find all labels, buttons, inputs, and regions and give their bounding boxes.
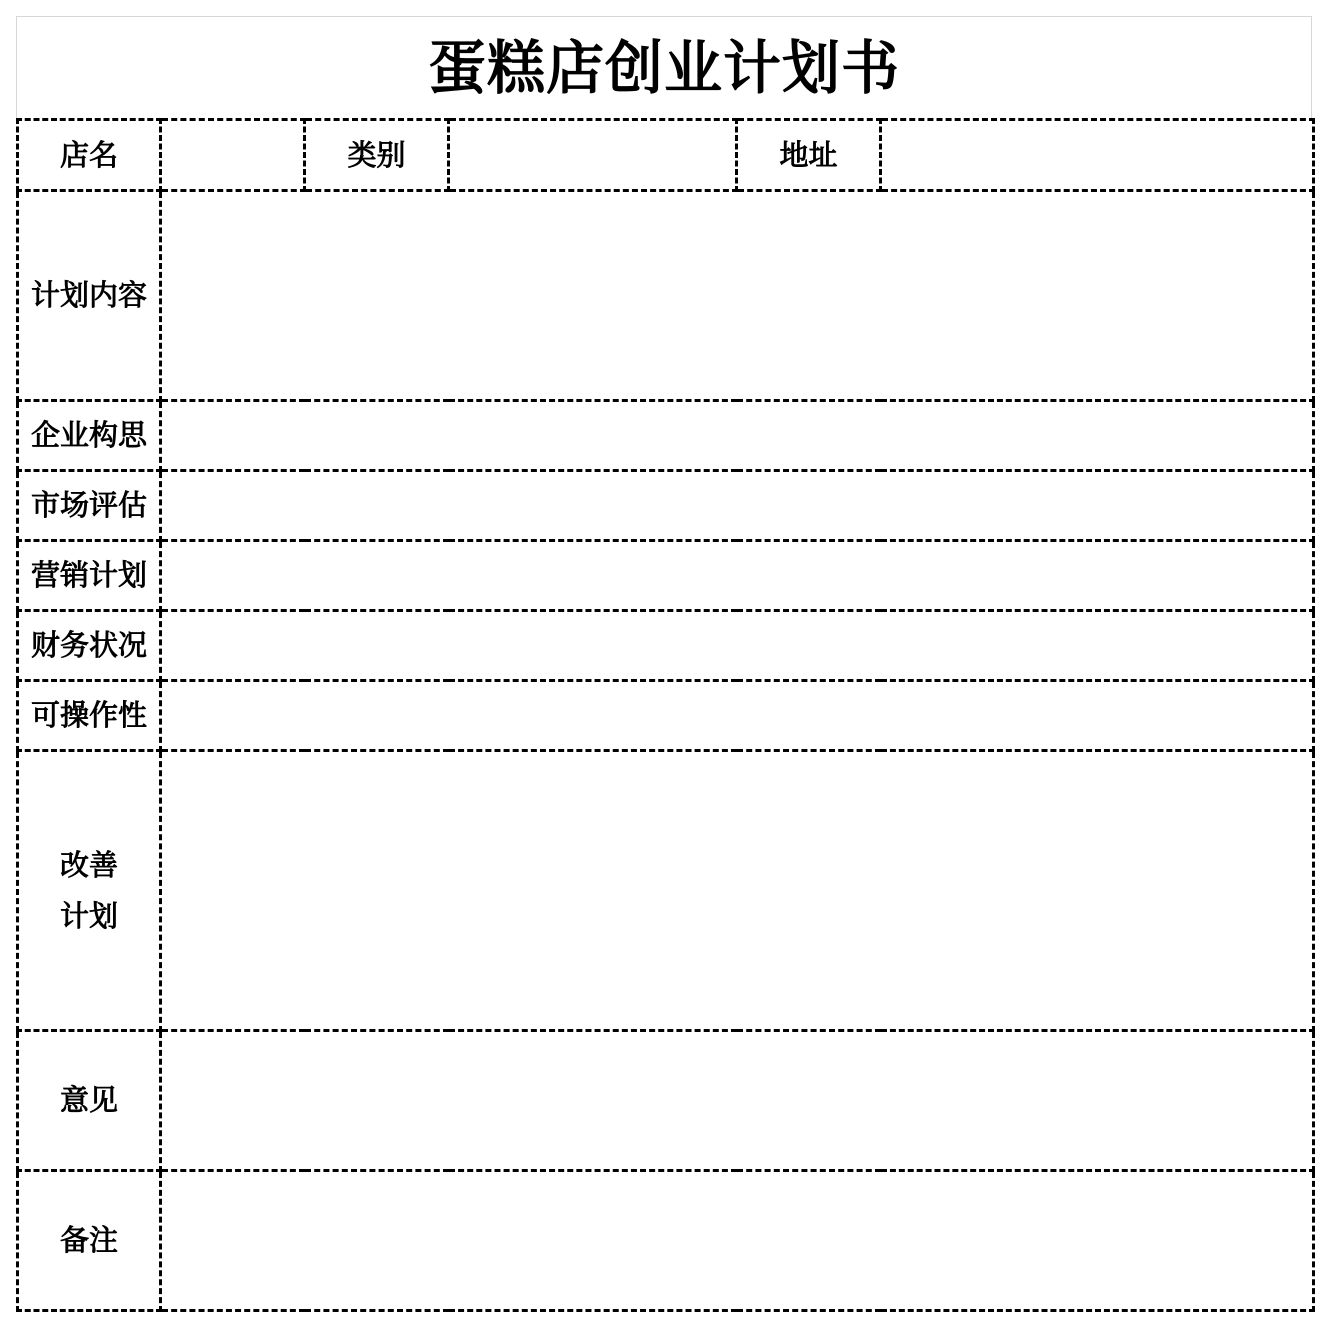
opinion-label: 意见 [18, 1031, 161, 1171]
marketing-plan-cell[interactable] [161, 541, 1314, 611]
plan-content-label: 计划内容 [18, 191, 161, 401]
header-row [18, 120, 1314, 191]
marketing-plan-row [18, 541, 1314, 611]
address-cell[interactable] [881, 120, 1314, 191]
plan-content-row [18, 191, 1314, 401]
remarks-label: 备注 [18, 1171, 161, 1311]
remarks-row [18, 1171, 1314, 1311]
store-name-label: 店名 [18, 120, 161, 191]
business-concept-label: 企业构思 [18, 401, 161, 471]
improvement-plan-label-line2: 计划 [59, 898, 118, 933]
remarks-cell[interactable] [161, 1171, 1314, 1311]
market-assessment-row [18, 471, 1314, 541]
financial-status-row [18, 611, 1314, 681]
improvement-plan-label-line1: 改善 [59, 847, 118, 882]
title-cell [16, 16, 1312, 118]
feasibility-cell[interactable] [161, 681, 1314, 751]
market-assessment-cell[interactable] [161, 471, 1314, 541]
category-label: 类别 [305, 120, 449, 191]
opinion-cell[interactable] [161, 1031, 1314, 1171]
improvement-plan-label [18, 751, 161, 1031]
business-concept-row [18, 401, 1314, 471]
document-title: 蛋糕店创业计划书 [427, 33, 900, 102]
business-plan-sheet [16, 16, 1312, 1311]
category-cell[interactable] [449, 120, 737, 191]
marketing-plan-label: 营销计划 [18, 541, 161, 611]
improvement-plan-row [18, 751, 1314, 1031]
address-label: 地址 [737, 120, 881, 191]
improvement-plan-cell[interactable] [161, 751, 1314, 1031]
feasibility-row [18, 681, 1314, 751]
financial-status-label: 财务状况 [18, 611, 161, 681]
financial-status-cell[interactable] [161, 611, 1314, 681]
opinion-row [18, 1031, 1314, 1171]
business-plan-form [16, 118, 1315, 1312]
feasibility-label: 可操作性 [18, 681, 161, 751]
market-assessment-label: 市场评估 [18, 471, 161, 541]
business-concept-cell[interactable] [161, 401, 1314, 471]
store-name-cell[interactable] [161, 120, 305, 191]
plan-content-cell[interactable] [161, 191, 1314, 401]
